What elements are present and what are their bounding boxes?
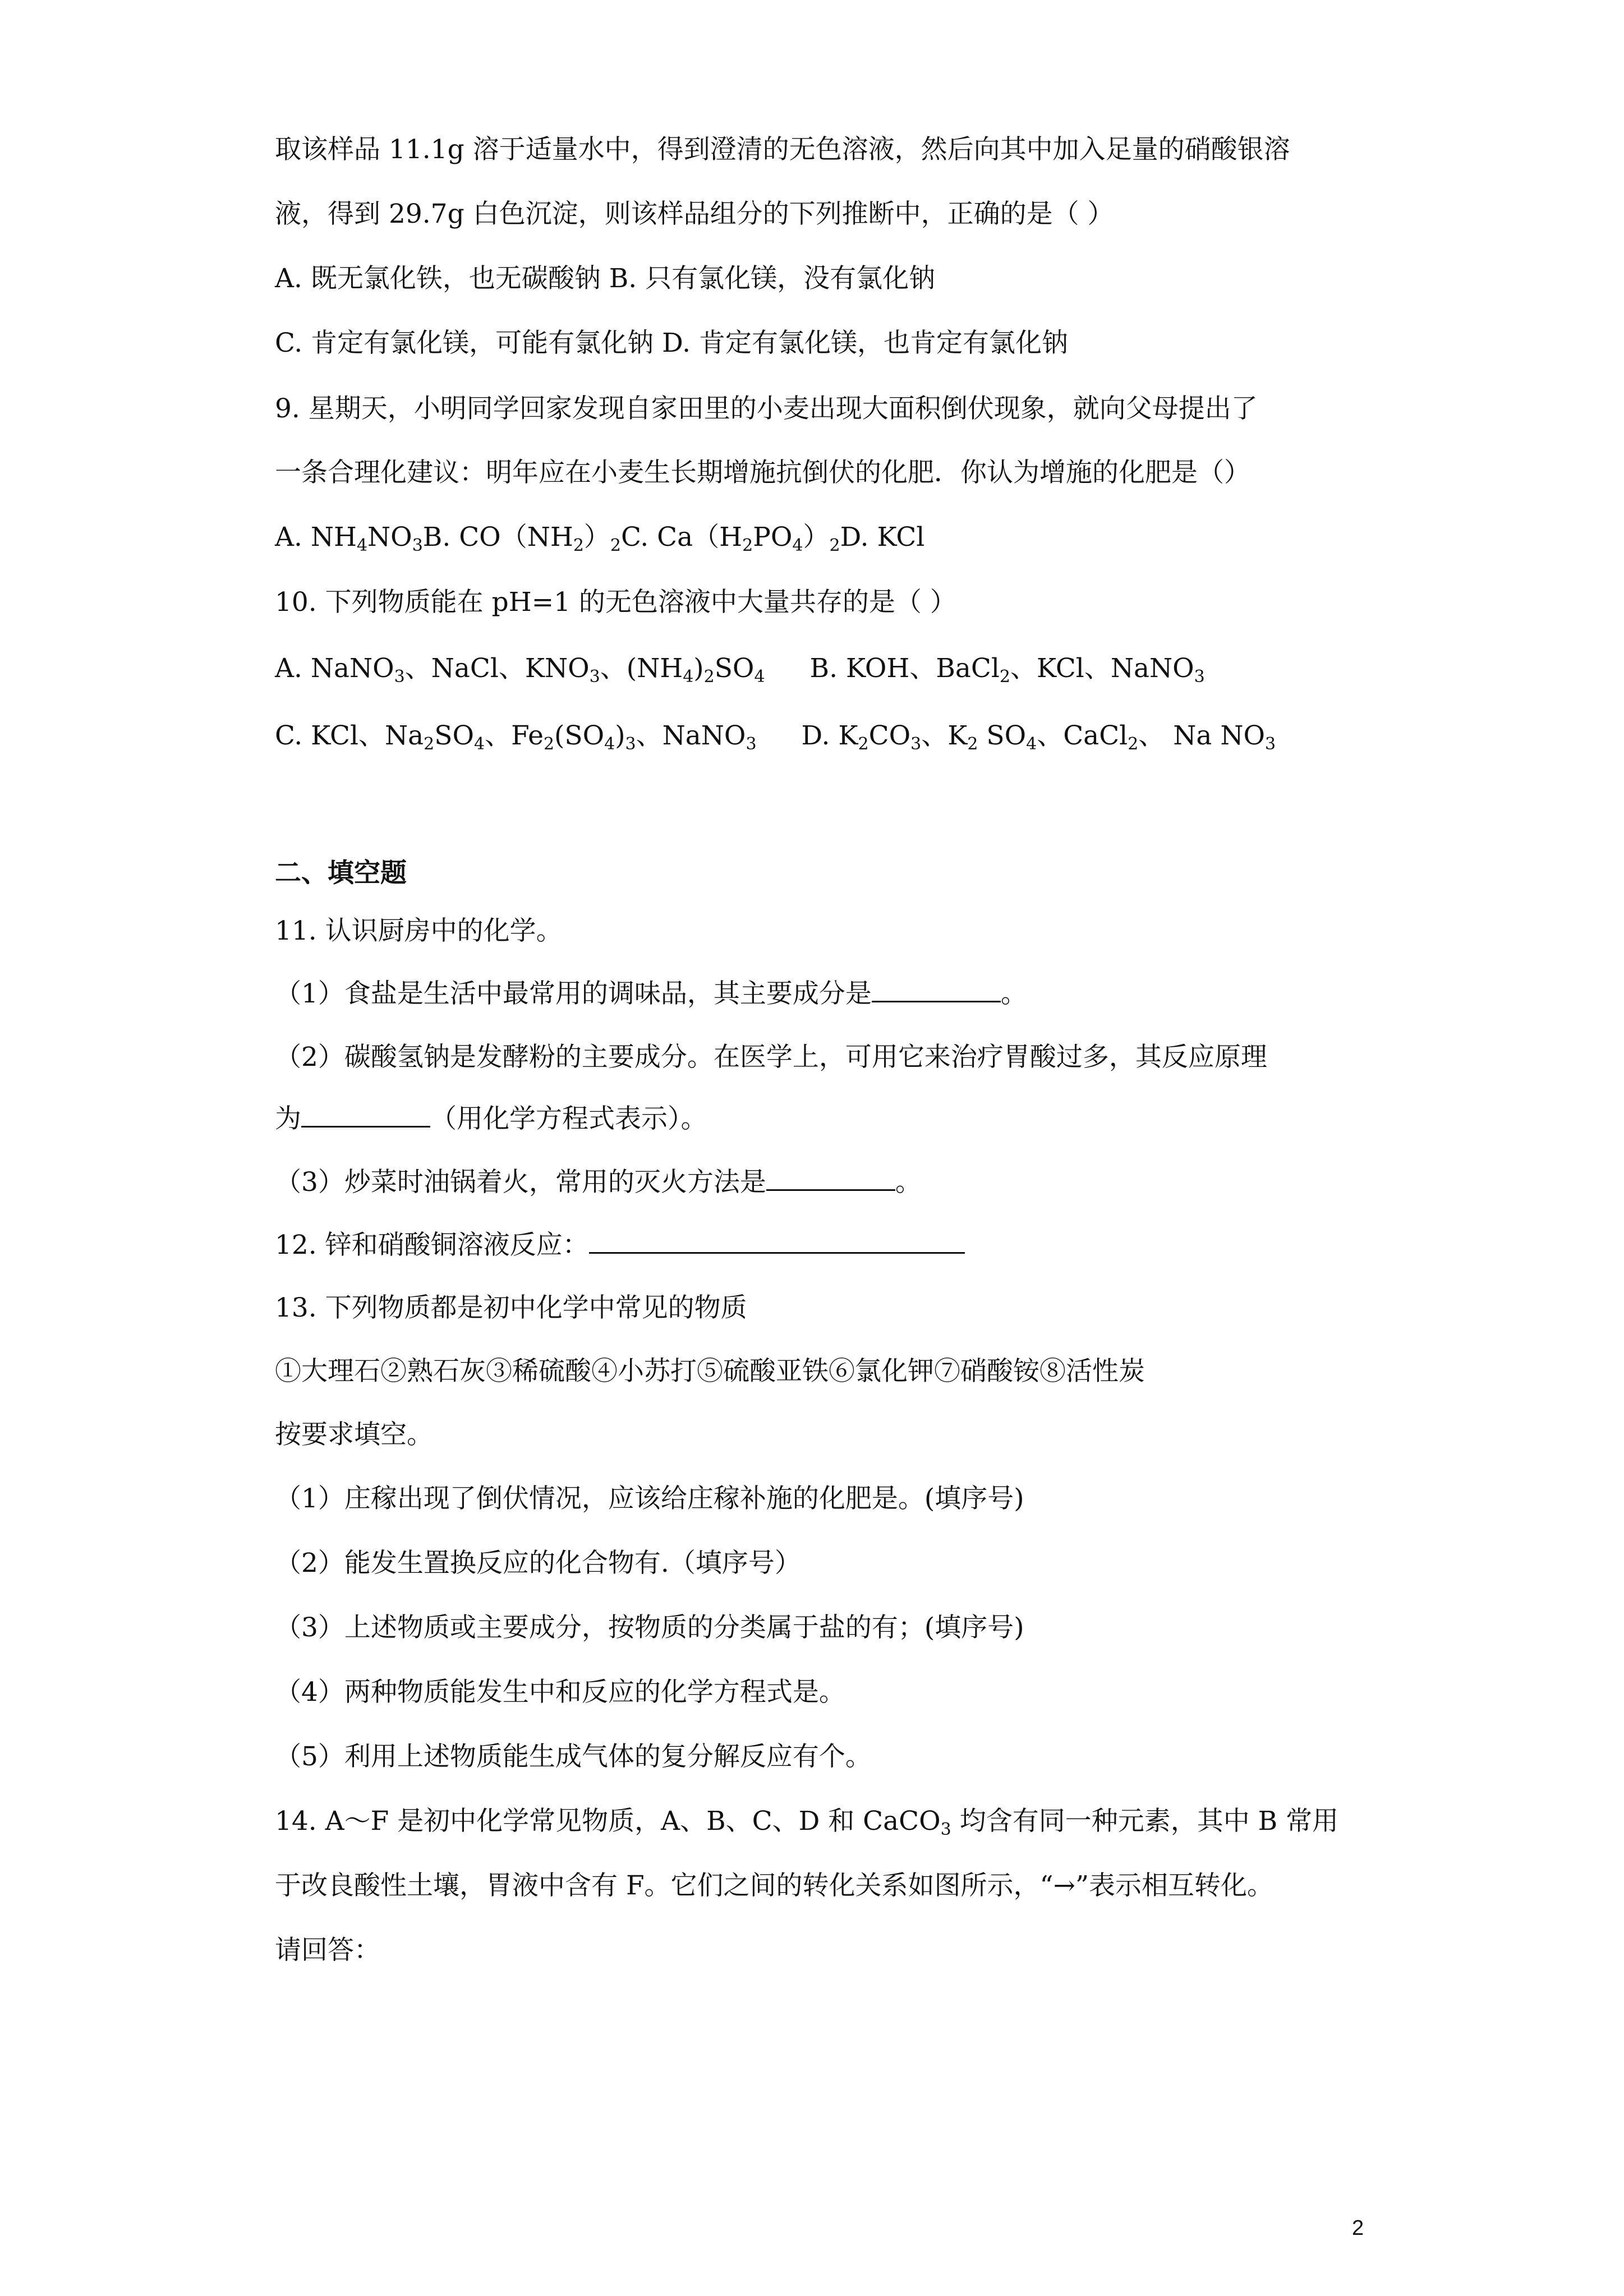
page-number: 2 xyxy=(1352,2216,1364,2240)
q13-stem: 13. 下列物质都是初中化学中常见的物质 xyxy=(275,1292,747,1323)
q12-blank[interactable] xyxy=(589,1227,965,1254)
q13-part-5: （5）利用上述物质能生成气体的复分解反应有个。 xyxy=(275,1741,872,1772)
q11-part-3-blank[interactable] xyxy=(766,1165,895,1191)
q11-part-1-blank[interactable] xyxy=(872,976,1001,1002)
q9-stem-line-1: 9. 星期天，小明同学回家发现自家田里的小麦出现大面积倒伏现象，就向父母提出了 xyxy=(275,393,1258,424)
q10-options-ab xyxy=(275,651,1374,687)
q8-options-ab: A. 既无氯化铁，也无碳酸钠 B. 只有氯化镁，没有氯化钠 xyxy=(275,263,936,294)
q12-stem: 12. 锌和硝酸铜溶液反应： xyxy=(275,1227,1374,1263)
q9-option-a: A. $NH_4NO_3$ xyxy=(275,522,423,555)
q14-stem-line-3: 请回答： xyxy=(275,1935,380,1966)
q13-part-3: （3）上述物质或主要成分，按物质的分类属于盐的有；(填序号) xyxy=(275,1612,1024,1643)
q9-stem-line-2: 一条合理化建议：明年应在小麦生长期增施抗倒伏的化肥．你认为增施的化肥是（） xyxy=(275,457,1250,488)
q8-stem-line-2: 液，得到 29.7g 白色沉淀，则该样品组分的下列推断中，正确的是（ ） xyxy=(275,199,1114,229)
q10-option-a: A. NaNO$_3$、NaCl、$KNO_3$、$(NH_4)_2SO_4$ xyxy=(275,653,765,687)
q10-stem: 10. 下列物质能在 pH=1 的无色溶液中大量共存的是（ ） xyxy=(275,587,956,618)
q14-stem-line-1: 14. A～F 是初中化学常见物质，A、B、C、D 和 CaCO$_3$ 均含有同一种元素，其中 B 常用 xyxy=(275,1806,1339,1839)
q10-options-cd xyxy=(275,718,1374,754)
q13-substance-list: ①大理石②熟石灰③稀硫酸④小苏打⑤硫酸亚铁⑥氯化钾⑦硝酸铵⑧活性炭 xyxy=(275,1356,1145,1387)
q9-options xyxy=(275,519,1374,555)
q10-option-b: B. KOH、BaCl$_2$、KCl、NaNO$_3$ xyxy=(809,653,1205,687)
q11-part-2-line-1: （2）碳酸氢钠是发酵粉的主要成分。在医学上，可用它来治疗胃酸过多，其反应原理 xyxy=(275,1042,1267,1073)
q11-part-2-blank[interactable] xyxy=(301,1101,430,1128)
q13-part-1: （1）庄稼出现了倒伏情况，应该给庄稼补施的化肥是。(填序号) xyxy=(275,1483,1024,1514)
q10-option-d: D. $K_2CO_3$、$K_2$ $SO_4$、CaCl$_2$、 Na $NO_3$ xyxy=(801,720,1276,754)
q8-stem-line-1: 取该样品 11.1g 溶于适量水中，得到澄清的无色溶液，然后向其中加入足量的硝酸银溶 xyxy=(275,134,1290,165)
section-title-fill-in: 二、填空题 xyxy=(275,858,407,889)
q13-part-2: （2）能发生置换反应的化合物有.（填序号） xyxy=(275,1548,801,1579)
q13-instruction: 按要求填空。 xyxy=(275,1419,433,1450)
q9-option-b: B. $CO(NH_2)_2$ xyxy=(422,522,622,555)
q9-option-d: D. KCl xyxy=(840,522,925,553)
q11-part-1: （1）食盐是生活中最常用的调味品，其主要成分是 。 xyxy=(275,976,1374,1012)
q9-option-c: C. $Ca(H_2PO_4)_2$ xyxy=(621,522,840,555)
q11-part-3: （3）炒菜时油锅着火，常用的灭火方法是 。 xyxy=(275,1165,1374,1200)
q11-stem: 11. 认识厨房中的化学。 xyxy=(275,915,563,946)
q13-part-4: （4）两种物质能发生中和反应的化学方程式是。 xyxy=(275,1677,845,1708)
q8-options-cd: C. 肯定有氯化镁，可能有氯化钠 D. 肯定有氯化镁，也肯定有氯化钠 xyxy=(275,328,1068,358)
q14-stem-line-2: 于改良酸性土壤，胃液中含有 F。它们之间的转化关系如图所示，“→”表示相互转化。 xyxy=(275,1870,1273,1901)
q10-option-c: C. KCl、$Na_2SO_4$、$Fe_2(SO_4)_3$、NaNO$_3$ xyxy=(275,720,757,754)
q11-part-2-line-2: 为 （用化学方程式表示）。 xyxy=(275,1101,1374,1137)
